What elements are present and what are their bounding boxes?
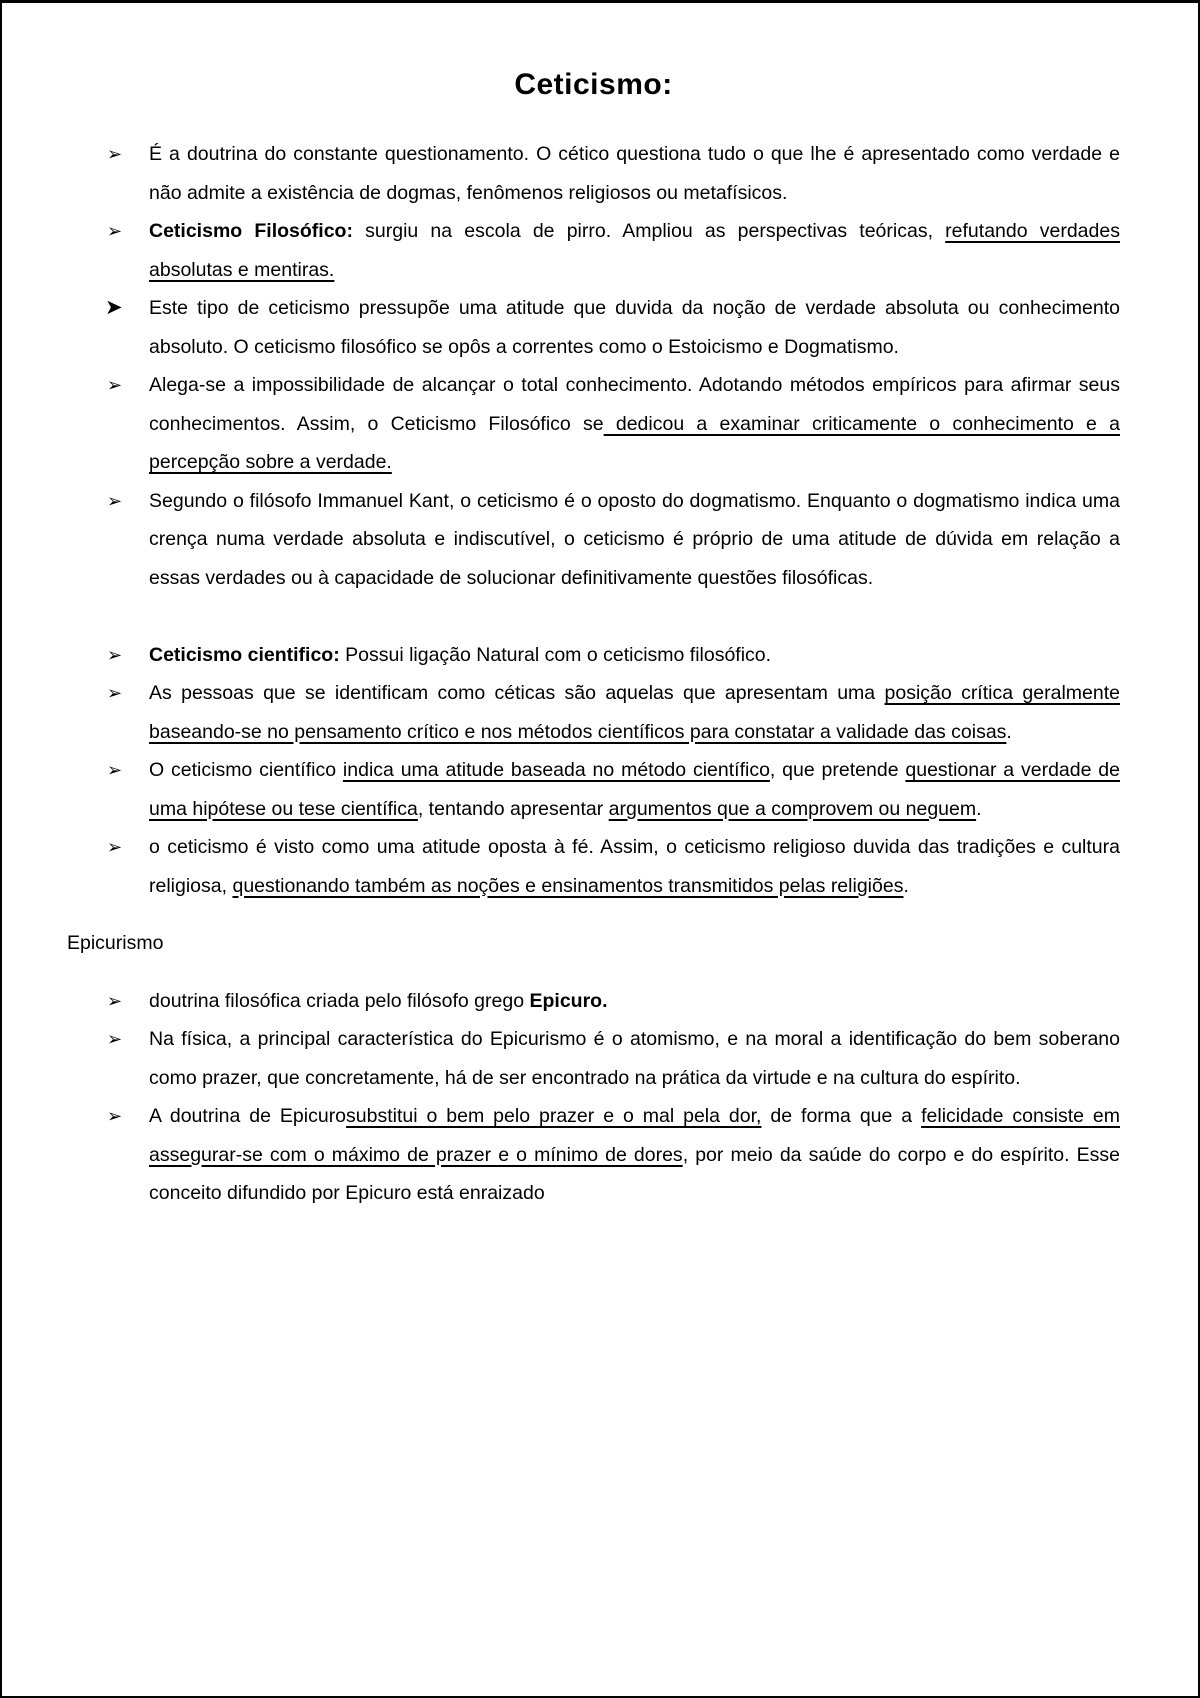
bullet-item [67, 751, 1120, 828]
bullet-item [67, 289, 1120, 366]
bullet-text: , por meio da saúde do corpo e do espírito. Esse conceito difundido por Epicuro está enraizado [149, 1143, 1120, 1204]
arrow-bullet-icon: ➢ [107, 1029, 123, 1049]
bullet-item [67, 212, 1120, 289]
solid-arrow-bullet-icon: ➤ [105, 296, 123, 319]
bullet-item [67, 636, 1120, 675]
bullet-text: A doutrina de Epicuro [149, 1105, 347, 1127]
bullet-text-underline: substitui o bem pelo prazer e o mal pela dor, [346, 1105, 762, 1127]
bullet-text: Possui ligação Natural com o ceticismo filosófico. [339, 643, 772, 666]
bullet-text: , tentando apresentar [417, 797, 609, 820]
bullet-text: Na física, a principal característica do Epicurismo é o atomismo, e na moral a identificação do bem soberano como prazer, que concretamente, há de ser encontrado na prática da virtude e na cultura do espírito. [149, 1028, 1120, 1089]
bullet-text: de forma que a [761, 1105, 922, 1127]
bullet-text-underline: questionando também as noções e ensinamentos transmitidos pelas religiões [232, 874, 904, 897]
arrow-bullet-icon: ➢ [107, 490, 123, 511]
arrow-bullet-icon: ➢ [107, 375, 123, 395]
bullet-item [67, 828, 1120, 905]
bullet-item [67, 1097, 1120, 1213]
arrow-bullet-icon: ➢ [107, 221, 123, 241]
bullet-text: É a doutrina do constante questionamento. O cético questiona tudo o que lhe é apresentado como verdade e não admite a existência de dogmas, fenômenos religiosos ou metafísicos. [149, 143, 1120, 204]
document-content [2, 3, 1198, 1213]
bullet-text-underline: indica uma atitude baseada no método científico [342, 759, 770, 781]
bullet-item [67, 482, 1120, 598]
arrow-bullet-icon: ➢ [107, 990, 123, 1011]
arrow-bullet-icon: ➢ [107, 644, 123, 665]
page-title: Ceticismo: [514, 68, 673, 101]
arrow-bullet-icon: ➢ [107, 683, 123, 703]
section-heading-epicurismo: Epicurismo [67, 932, 164, 954]
bullet-text: Segundo o filósofo Immanuel Kant, o ceticismo é o oposto do dogmatismo. Enquanto o dogmatismo indica uma crença numa verdade absoluta e indiscutível, o ceticismo é próprio de uma atitude de dúvida em relação a essas verdades ou à capacidade de solucionar definitivamente questões filosóficas. [149, 489, 1120, 589]
bullet-text: , que pretende [769, 759, 906, 781]
bullet-text: o ceticismo é visto como uma atitude oposta à fé. Assim, o ceticismo religioso duvida das tradições e cultura religiosa, [149, 836, 1120, 897]
bullet-text-underline: felicidade consiste em assegurar-se com o máximo de prazer e o mínimo de dores [149, 1105, 1120, 1166]
arrow-bullet-icon: ➢ [107, 837, 123, 857]
bullet-item [67, 366, 1120, 482]
bullet-text-bold: Epicuro. [529, 989, 608, 1012]
bullet-item [67, 674, 1120, 751]
arrow-bullet-icon: ➢ [107, 760, 123, 780]
bullet-text: . [903, 874, 909, 897]
bullet-text: surgiu na escola de pirro. Ampliou as perspectivas teóricas, [352, 220, 946, 242]
bullet-text-bold: Ceticismo Filosófico: [149, 220, 353, 242]
bullet-list-ceticismo [67, 135, 1120, 905]
arrow-bullet-icon: ➢ [107, 144, 123, 164]
bullet-item [67, 135, 1120, 212]
bullet-text: As pessoas que se identificam como céticas são aquelas que apresentam uma [149, 682, 885, 704]
arrow-bullet-icon: ➢ [107, 1106, 123, 1126]
bullet-text-underline: refutando verdades absolutas e mentiras. [149, 220, 1120, 281]
bullet-text-underline: posição crítica geralmente baseando-se no pensamento crítico e nos métodos científicos para constatar a validade das coisas [149, 682, 1120, 743]
bullet-text-underline: dedicou a examinar criticamente o conhecimento e a percepção sobre a verdade. [149, 412, 1120, 473]
bullet-text: doutrina filosófica criada pelo filósofo grego [149, 989, 530, 1012]
bullet-item [67, 1020, 1120, 1097]
bullet-text-underline: questionar a verdade de uma hipótese ou tese científica [149, 759, 1120, 820]
bullet-item [67, 982, 1120, 1021]
bullet-text: . [976, 797, 982, 820]
bullet-text: . [1006, 720, 1012, 743]
bullet-text: O ceticismo científico [149, 759, 343, 781]
bullet-text: Este tipo de ceticismo pressupõe uma atitude que duvida da noção de verdade absoluta ou conhecimento absoluto. O ceticismo filosófico se opôs a correntes como o Estoicismo e Dogmatismo. [149, 297, 1120, 358]
bullet-text-bold: Ceticismo cientifico: [149, 643, 340, 666]
bullet-list-epicurismo [67, 982, 1120, 1213]
bullet-text-underline: argumentos que a comprovem ou neguem [608, 797, 977, 820]
bullet-text: Alega-se a impossibilidade de alcançar o total conhecimento. Adotando métodos empíricos para afirmar seus conhecimentos. Assim, o Ceticismo Filosófico se [149, 374, 1120, 435]
